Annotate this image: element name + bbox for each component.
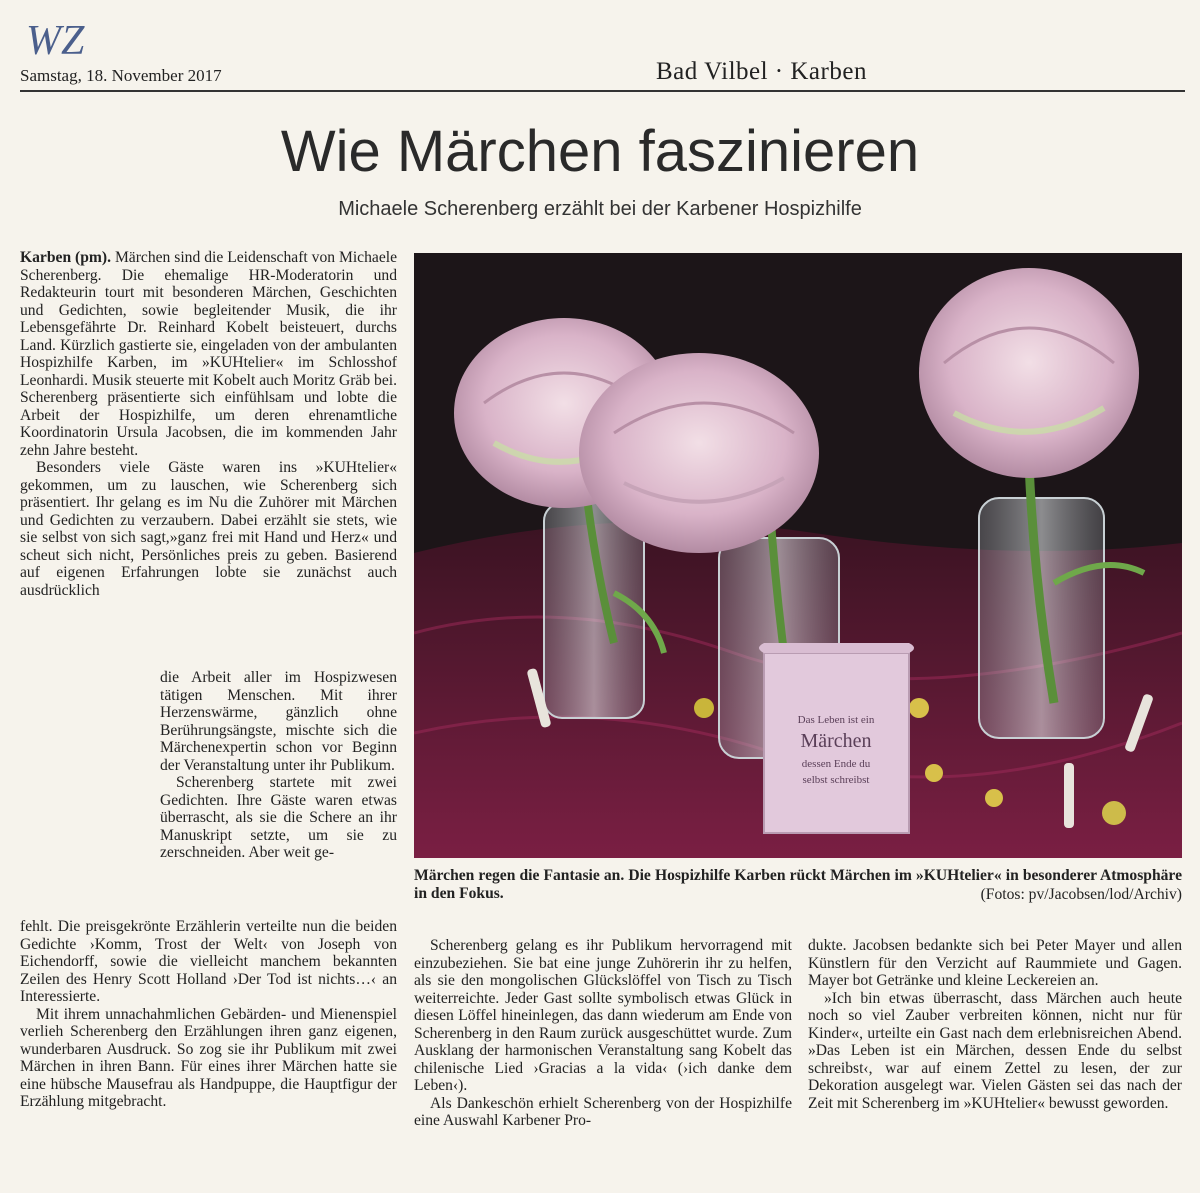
paragraph: Scherenberg gelang es ihr Publikum hervorragend mit einzubeziehen. Sie bat eine junge Zuhörerin ihr zu helfen, als sie den mongolischen Glückslöffel von Tisch zu Tisch weiterreichte. Jeder Gast sollte symbolisch etwas Glück in diesen Löffel hineinlegen, das dann wiederum am Ende von Scherenberg in den Raum zurück ausgeschüttet wurde. Zum Ausklang der harmonischen Veranstaltung sang Kobelt das chilenische Lied ›Gracias a la vida‹ (›ich danke dem Leben‹).: [414, 937, 792, 1094]
paragraph: fehlt. Die preisgekrönte Erzählerin verteilte nun die beiden Gedichte ›Komm, Trost der Welt‹ von Joseph von Eichendorff, sowie die vielleicht manchem bekannten Zeilen des Henry Scott Holland ›Der Tod ist nichts…‹ an Interessierte.: [20, 918, 397, 1005]
wz-logo: [22, 14, 122, 64]
paragraph: »Ich bin etwas überrascht, dass Märchen auch heute noch so viel Zauber verbreiten können, nicht nur für Kinder«, urteilte ein Gast nach dem erlebnisreichen Abend. »Das Leben ist ein Märchen, dessen Ende du selbst schreibst‹, war auf einem Zettel zu lesen, der zur Dekoration ausgelegt war. Vielen Gästen sei das nach der Zeit mit Scherenberg im »KUHtelier« bewusst geworden.: [808, 989, 1182, 1112]
card-line-2: Märchen: [800, 730, 872, 752]
paragraph: Als Dankeschön erhielt Scherenberg von der Hospizhilfe eine Auswahl Karbener Pro-: [414, 1094, 792, 1129]
paragraph: Scherenberg startete mit zwei Gedichten. Ihre Gäste waren etwas überrascht, als sie die Schere an ihr Manuskript setzte, um sie zu zerschneiden. Aber weit ge-: [160, 774, 397, 861]
article-column-1: [20, 249, 397, 599]
photo-caption: Märchen regen die Fantasie an. Die Hospizhilfe Karben rückt Märchen im »KUHtelier« in besonderer Atmosphäre in den Fokus.: [414, 867, 1182, 902]
article-column-3: [808, 937, 1182, 1112]
article-column-1-inset: [160, 669, 397, 862]
paragraph: die Arbeit aller im Hospizwesen tätigen Menschen. Mit ihrer Herzenswärme, gänzlich ohne Berührungsängste, mischte sich die Märchenexpertin schon vor Beginn der Veranstaltung unter ihr Publikum.: [160, 669, 397, 774]
article-column-2: [414, 937, 792, 1130]
section-title: Bad Vilbel · Karben: [656, 58, 867, 85]
roses-photo: [414, 253, 1182, 858]
card-line-3: dessen Ende du: [801, 758, 871, 770]
paragraph: Mit ihrem unnachahmlichen Gebärden- und Mienenspiel verlieh Scherenberg den Erzählungen ihren ganz eigenen, wunderbaren Ausdruck. So zog sie ihr Publikum mit zwei Märchen in ihren Bann. Für eines ihrer Märchen hatte sie eine hübsche Mausefrau als Handpuppe, die Hauptfigur der Erzählung mitgebracht.: [20, 1005, 397, 1110]
article-photo: [414, 253, 1182, 858]
svg-text:WZ: WZ: [26, 18, 85, 64]
paragraph: Karben (pm). Märchen sind die Leidenschaft von Michaele Scherenberg. Die ehemalige HR-Moderatorin und Redakteurin tourt mit besonderen Märchen, Geschichten und Gedichten, sowie begleitender Musik, die ihr Lebensgefährte Dr. Reinhard Kobelt beisteuert, durchs Land. Kürzlich gastierte sie, eingeladen von der ambulanten Hospizhilfe Karben, im »KUHtelier« im Schlosshof Leonhardi. Musik steuerte mit Kobelt auch Moritz Gräb bei. Scherenberg präsentierte sich einfühlsam und lobte die Arbeit der Hospizhilfe, um deren ehrenamtliche Koordinatorin Ursula Jacobsen, die im kommenden Jahr zehn Jahre besteht.: [20, 249, 397, 459]
photo-credit: (Fotos: pv/Jacobsen/lod/Archiv): [980, 886, 1182, 903]
subheadline: Michaele Scherenberg erzählt bei der Karbener Hospizhilfe: [338, 198, 862, 220]
header-rule: [20, 90, 1185, 92]
paragraph: dukte. Jacobsen bedankte sich bei Peter Mayer und allen Künstlern für den Verzicht auf Raummiete und Gagen. Mayer bot Getränke und kleine Leckereien an.: [808, 937, 1182, 989]
card-line-1: Das Leben ist ein: [797, 714, 875, 726]
headline: Wie Märchen faszinieren: [280, 119, 920, 184]
issue-date: Samstag, 18. November 2017: [20, 66, 222, 85]
article-column-1-lower: [20, 918, 397, 1111]
paragraph: Besonders viele Gäste waren ins »KUHtelier« gekommen, um zu lauschen, wie Scherenberg sich präsentiert. Ihr gelang es im Nu die Zuhörer mit Märchen und Gedichten zu verzaubern. Dabei erzählt sie stets, wie sie selbst von sich sagt,»ganz frei mit Hand und Herz« und scheut sich nicht, Persönliches preis zu geben. Basierend auf eigenen Erfahrungen lobte sie zunächst auch ausdrücklich: [20, 459, 397, 599]
dateline: Karben (pm).: [20, 249, 111, 266]
card-line-4: selbst schreibst: [802, 774, 870, 786]
